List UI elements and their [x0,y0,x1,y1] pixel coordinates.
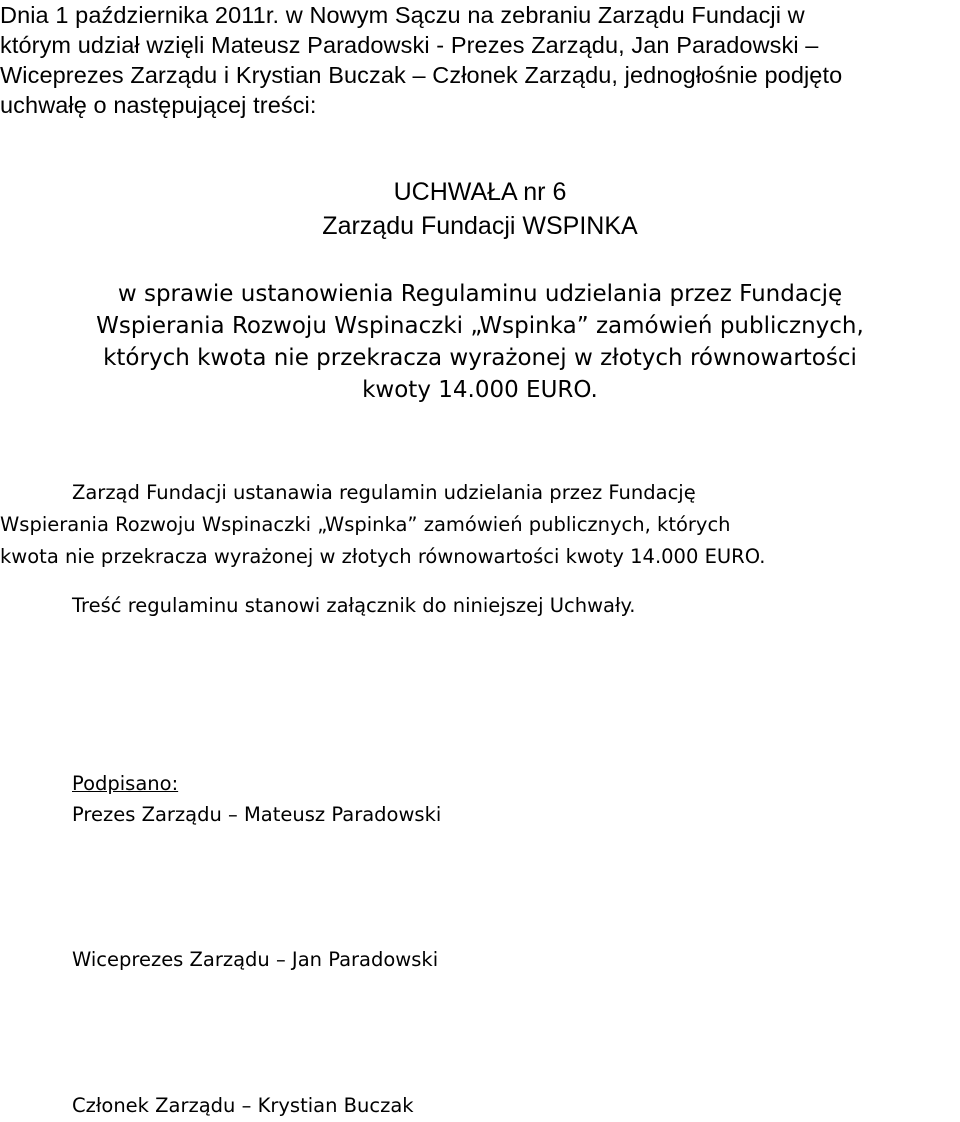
body-line: kwota nie przekracza wyrażonej w złotych równowartości kwoty 14.000 EURO. [0,545,766,568]
signature-czlonek: Członek Zarządu – Krystian Buczak [72,1094,414,1117]
subject-line: w sprawie ustanowienia Regulaminu udzielania przez Fundację [117,281,843,307]
intro-paragraph [0,0,960,120]
body-line: Wspierania Rozwoju Wspinaczki „Wspinka” zamówień publicznych, których [0,513,731,536]
signed-label: Podpisano: [72,772,179,795]
intro-line: Wiceprezes Zarządu i Krystian Buczak – Członek Zarządu, jednogłośnie podjęto [0,62,843,88]
attachment-note: Treść regulaminu stanowi załącznik do niniejszej Uchwały. [72,594,636,617]
signature-wiceprezes: Wiceprezes Zarządu – Jan Paradowski [72,948,439,971]
subject-line: Wspierania Rozwoju Wspinaczki „Wspinka” zamówień publicznych, [96,313,864,339]
body-line: Zarząd Fundacji ustanawia regulamin udzielania przez Fundację [72,481,696,504]
intro-line: uchwałę o następującej treści: [0,92,317,118]
intro-line: którym udział wzięli Mateusz Paradowski - Prezes Zarządu, Jan Paradowski – [0,32,819,58]
resolution-number: UCHWAŁA nr 6 [393,178,567,206]
resolution-issuer: Zarządu Fundacji WSPINKA [322,212,638,240]
intro-line: Dnia 1 października 2011r. w Nowym Sączu na zebraniu Zarządu Fundacji w [0,2,805,28]
resolution-body [0,477,960,573]
subject-line: których kwota nie przekracza wyrażonej w złotych równowartości [103,345,857,371]
subject-line: kwoty 14.000 EURO. [362,377,598,403]
signature-prezes: Prezes Zarządu – Mateusz Paradowski [72,803,442,826]
resolution-subject [0,278,960,406]
resolution-title [0,175,960,243]
